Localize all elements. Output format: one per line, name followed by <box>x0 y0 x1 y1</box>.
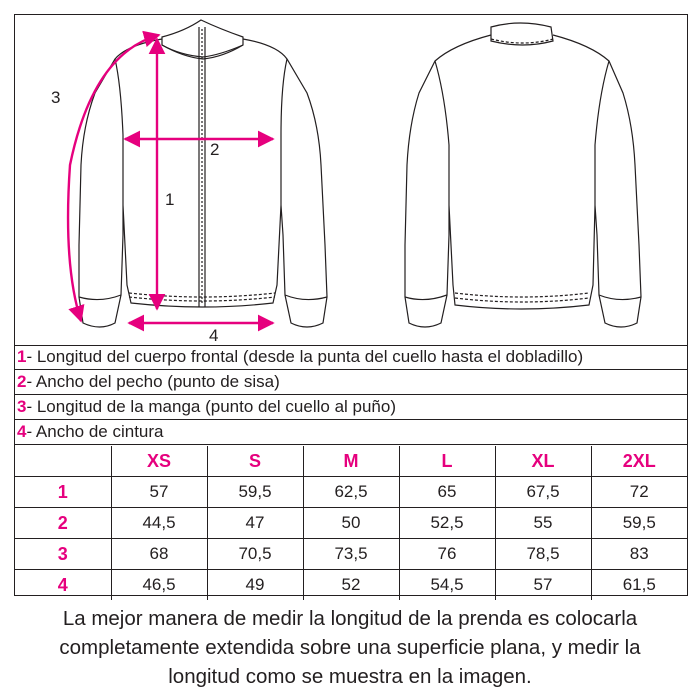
label-body-length: 1 <box>165 190 175 209</box>
table-cell: 57 <box>495 570 591 601</box>
label-waist-width: 4 <box>209 326 219 345</box>
label-sleeve-length: 3 <box>51 88 61 107</box>
sleeve-length-line <box>68 35 159 321</box>
back-left-armhole <box>435 61 449 205</box>
table-cell: 62,5 <box>303 477 399 508</box>
table-cell: 46,5 <box>111 570 207 601</box>
row-label: 2 <box>15 508 111 539</box>
table-cell: 44,5 <box>111 508 207 539</box>
front-body-outline <box>79 39 327 327</box>
back-right-cuff <box>599 295 641 300</box>
table-corner-cell <box>15 446 111 477</box>
front-right-armhole <box>281 59 287 205</box>
table-row <box>15 570 687 601</box>
table-cell: 61,5 <box>591 570 687 601</box>
size-header-l: L <box>399 446 495 477</box>
table-row <box>15 477 687 508</box>
legend-number: 3 <box>17 397 27 416</box>
legend-item-3 <box>15 395 687 420</box>
instruction-line: completamente extendida sobre una superficie plana, y medir la <box>59 636 641 659</box>
legend-text: - Ancho de cintura <box>26 422 164 441</box>
table-cell: 73,5 <box>303 539 399 570</box>
table-cell: 57 <box>111 477 207 508</box>
legend-number: 4 <box>17 422 27 441</box>
front-left-cuff <box>79 295 121 300</box>
legend-text: - Longitud del cuerpo frontal (desde la punta del cuello hasta el dobladillo) <box>26 347 584 366</box>
row-label: 1 <box>15 477 111 508</box>
row-label: 3 <box>15 539 111 570</box>
table-cell: 59,5 <box>207 477 303 508</box>
size-chart-sheet <box>14 14 688 596</box>
table-cell: 47 <box>207 508 303 539</box>
table-cell: 78,5 <box>495 539 591 570</box>
jacket-diagram <box>15 15 687 345</box>
size-header-s: S <box>207 446 303 477</box>
legend-item-4 <box>15 420 687 445</box>
front-left-armhole <box>115 59 123 205</box>
jacket-front <box>79 20 327 327</box>
back-hem-stitch <box>455 293 589 297</box>
size-header-xl: XL <box>495 446 591 477</box>
row-label: 4 <box>15 570 111 601</box>
legend-number: 2 <box>17 372 27 391</box>
back-right-armhole <box>595 61 609 205</box>
label-chest-width: 2 <box>210 140 220 159</box>
table-cell: 67,5 <box>495 477 591 508</box>
table-cell: 59,5 <box>591 508 687 539</box>
legend-item-2 <box>15 370 687 395</box>
table-cell: 68 <box>111 539 207 570</box>
back-left-cuff <box>405 295 447 300</box>
table-cell: 54,5 <box>399 570 495 601</box>
table-row <box>15 539 687 570</box>
garment-illustration <box>15 15 687 346</box>
measuring-instructions <box>0 604 700 691</box>
instruction-line: La mejor manera de medir la longitud de la prenda es colocarla <box>62 607 638 630</box>
table-cell: 83 <box>591 539 687 570</box>
table-cell: 70,5 <box>207 539 303 570</box>
table-cell: 76 <box>399 539 495 570</box>
size-header-2xl: 2XL <box>591 446 687 477</box>
size-header-m: M <box>303 446 399 477</box>
size-header-xs: XS <box>111 446 207 477</box>
legend-item-1 <box>15 345 687 370</box>
table-cell: 52 <box>303 570 399 601</box>
legend-number: 1 <box>17 347 27 366</box>
front-right-cuff <box>285 295 327 300</box>
table-cell: 49 <box>207 570 303 601</box>
legend-text: - Ancho del pecho (punto de sisa) <box>26 372 280 391</box>
size-table <box>15 446 687 600</box>
table-cell: 55 <box>495 508 591 539</box>
legend-text: - Longitud de la manga (punto del cuello al puño) <box>26 397 397 416</box>
back-hem-stitch-2 <box>455 298 589 302</box>
table-row <box>15 508 687 539</box>
back-collar <box>491 23 553 45</box>
table-cell: 50 <box>303 508 399 539</box>
measurement-lines <box>68 35 273 323</box>
table-cell: 65 <box>399 477 495 508</box>
instruction-line: longitud como se muestra en la imagen. <box>168 665 532 688</box>
table-cell: 72 <box>591 477 687 508</box>
jacket-back <box>405 23 641 327</box>
table-cell: 52,5 <box>399 508 495 539</box>
table-header-row <box>15 446 687 477</box>
back-body-outline <box>405 35 641 327</box>
